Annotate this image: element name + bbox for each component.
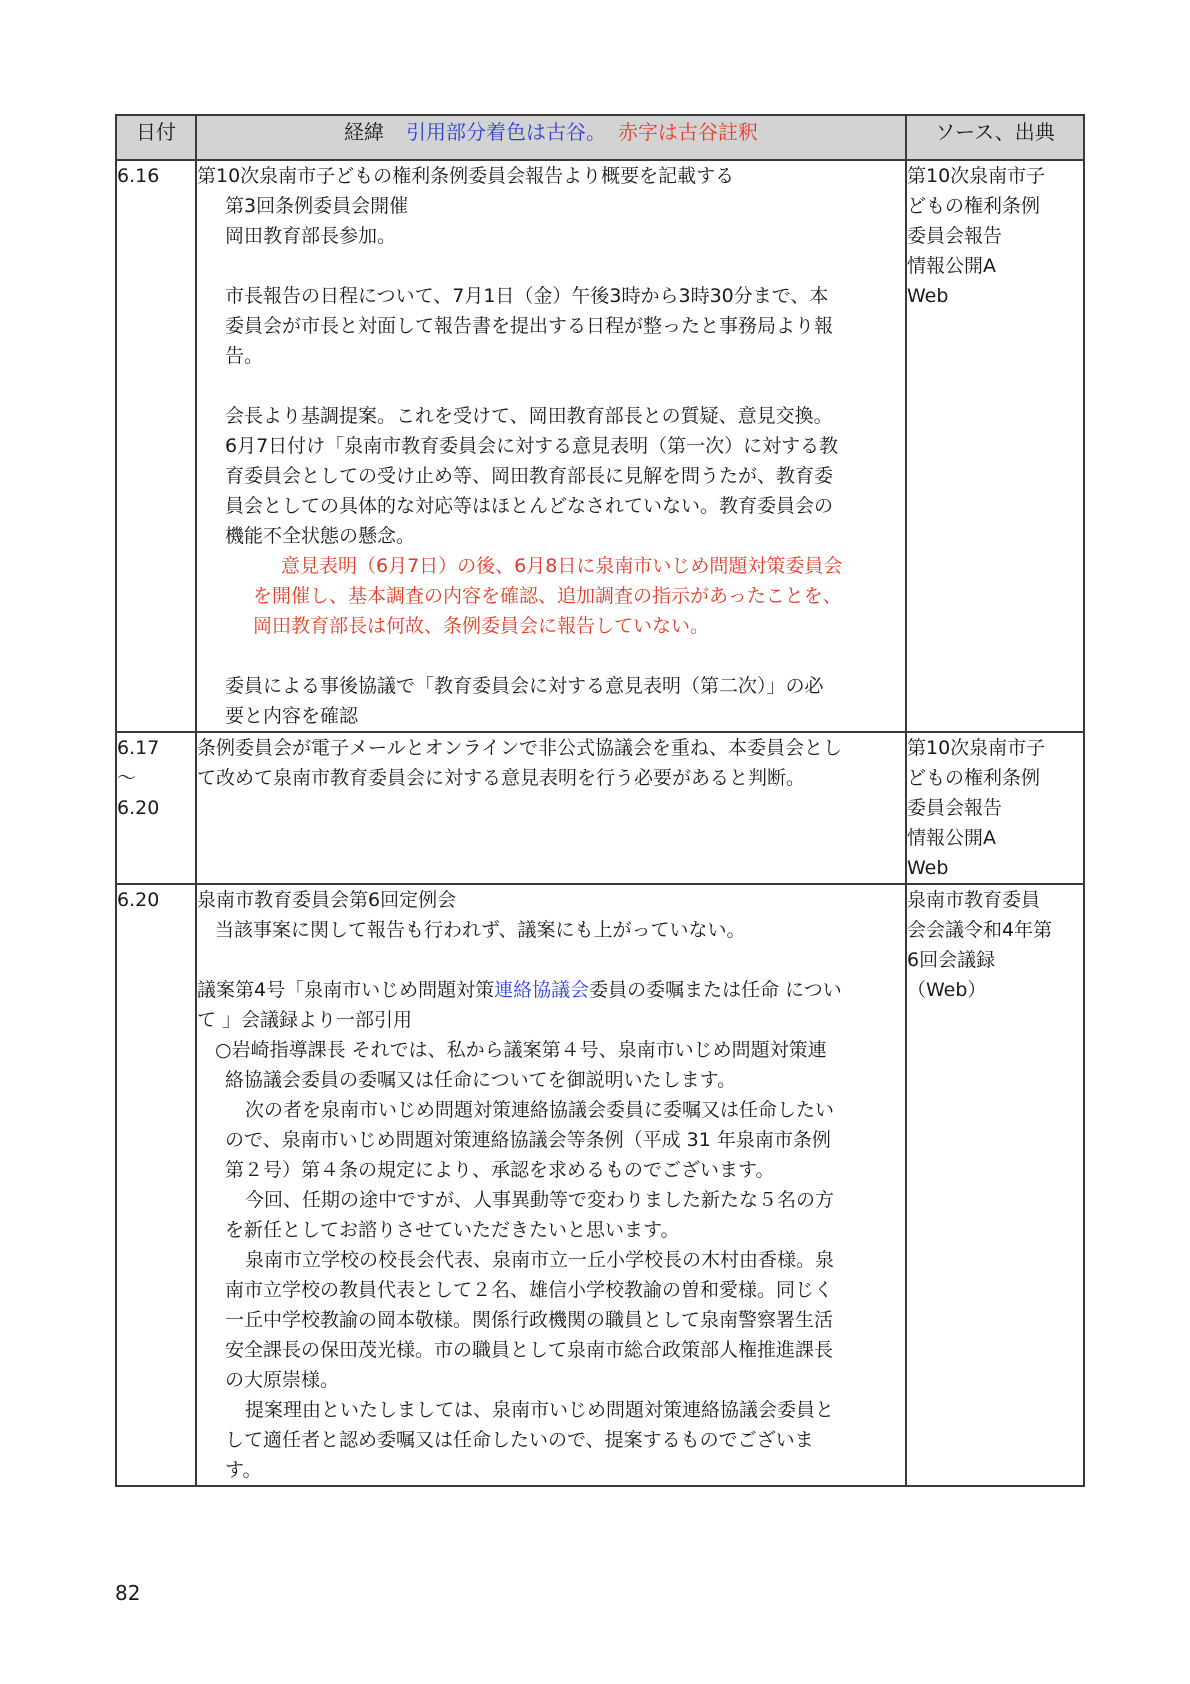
source-cell: [906, 732, 1084, 884]
history-line: [197, 341, 905, 371]
history-text: 6月7日付け「泉南市教育委員会に対する意見表明（第一次）に対する教: [225, 435, 839, 457]
source-line: 委員会報告: [907, 225, 1003, 247]
table-row: [116, 884, 1084, 1486]
history-text: 岡田教育部長参加。: [225, 225, 397, 247]
history-line: [197, 221, 905, 251]
date-cell: [116, 160, 196, 732]
blank-line: [197, 945, 905, 975]
date-line: 6.17: [117, 737, 160, 759]
history-text: 南市立学校の教員代表として２名、雄信小学校教諭の曽和愛様。同じく: [225, 1279, 834, 1301]
source-line: どもの権利条例: [907, 767, 1041, 789]
history-line: [197, 701, 905, 731]
history-line: [197, 1095, 905, 1125]
history-text: ○岩崎指導課長 それでは、私から議案第４号、泉南市いじめ問題対策連: [215, 1039, 827, 1061]
source-line: 会会議令和4年第: [907, 919, 1053, 941]
history-line: [197, 551, 905, 581]
history-text: 会長より基調提案。これを受けて、岡田教育部長との質疑、意見交換。: [225, 405, 833, 427]
history-text: 岡田教育部長は何故、条例委員会に報告していない。: [253, 615, 710, 637]
history-line: [197, 1275, 905, 1305]
history-line: [197, 1395, 905, 1425]
blank-line: [197, 251, 905, 281]
header-note-red: 赤字は古谷註釈: [618, 120, 758, 144]
blank-line: [197, 371, 905, 401]
highlighted-quote: 連絡協議会: [494, 979, 590, 1001]
history-text: 第２号）第４条の規定により、承認を求めるものでございます。: [225, 1159, 775, 1181]
table-header-row: [116, 115, 1084, 160]
history-text: て改めて泉南市教育委員会に対する意見表明を行う必要があると判断。: [197, 767, 806, 789]
history-line: [197, 401, 905, 431]
source-cell: [906, 160, 1084, 732]
source-line: Web: [907, 857, 949, 879]
history-line: [197, 975, 905, 1005]
page-number: 82: [115, 1581, 141, 1605]
header-history-label: 経緯: [344, 120, 384, 144]
history-text: 安全課長の保田茂光様。市の職員として泉南市総合政策部人権推進課長: [225, 1339, 834, 1361]
source-line: （Web）: [907, 979, 987, 1001]
history-text: 告。: [225, 345, 264, 367]
history-text: ので、泉南市いじめ問題対策連絡協議会等条例（平成 31 年泉南市条例: [225, 1129, 831, 1151]
history-text: を開催し、基本調査の内容を確認、追加調査の指示があったことを、: [253, 585, 842, 607]
history-line: [197, 915, 905, 945]
history-line: [197, 1305, 905, 1335]
history-text: 今回、任期の途中ですが、人事異動等で変わりました新たな５名の方: [245, 1189, 835, 1211]
source-line: どもの権利条例: [907, 195, 1041, 217]
source-line: 泉南市教育委員: [907, 889, 1041, 911]
source-line: 情報公開A: [907, 255, 996, 277]
history-line: [197, 1035, 905, 1065]
history-line: [197, 1005, 905, 1035]
history-text: 条例委員会が電子メールとオンラインで非公式協議会を重ね、本委員会とし: [197, 737, 843, 759]
history-text-after: 委員の委嘱または任命 につい: [589, 979, 842, 1001]
blank-line: [197, 641, 905, 671]
history-text: して適任者と認め委嘱又は任命したいので、提案するものでございま: [225, 1429, 814, 1451]
source-line: 委員会報告: [907, 797, 1003, 819]
history-line: [197, 161, 905, 191]
history-text: 委員会が市長と対面して報告書を提出する日程が整ったと事務局より報: [225, 315, 834, 337]
table-row: [116, 160, 1084, 732]
history-text: す。: [225, 1459, 262, 1481]
history-text: の大原崇様。: [225, 1369, 340, 1391]
history-text: 機能不全状態の懸念。: [225, 525, 416, 547]
history-line: [197, 1215, 905, 1245]
history-text: 提案理由といたしましては、泉南市いじめ問題対策連絡協議会委員と: [245, 1399, 835, 1421]
source-line: 第10次泉南市子: [907, 737, 1046, 759]
history-text: 次の者を泉南市いじめ問題対策連絡協議会委員に委嘱又は任命したい: [245, 1099, 835, 1121]
history-line: [197, 1245, 905, 1275]
history-text: 委員による事後協議で「教育委員会に対する意見表明（第二次）」の必: [225, 675, 824, 697]
history-text: 絡協議会委員の委嘱又は任命についてを御説明いたします。: [225, 1069, 737, 1091]
source-line: 6回会議録: [907, 949, 996, 971]
history-text: 員会としての具体的な対応等はほとんどなされていない。教育委員会の: [225, 495, 834, 517]
date-line: 6.20: [117, 889, 160, 911]
history-line: [197, 521, 905, 551]
date-line: 6.16: [117, 165, 160, 187]
history-text: 泉南市立学校の校長会代表、泉南市立一丘小学校長の木村由香様。泉: [245, 1249, 835, 1271]
history-line: [197, 733, 905, 763]
history-line: [197, 1365, 905, 1395]
blank-line: [197, 793, 905, 823]
history-text: 要と内容を確認: [225, 705, 359, 727]
history-text: 第10次泉南市子どもの権利条例委員会報告より概要を記載する: [197, 165, 735, 187]
history-line: [197, 885, 905, 915]
history-text: 当該事案に関して報告も行われず、議案にも上がっていない。: [215, 919, 746, 941]
source-line: Web: [907, 285, 949, 307]
history-cell: [196, 160, 906, 732]
history-line: [197, 491, 905, 521]
chronology-table: [115, 114, 1085, 1487]
history-line: [197, 1065, 905, 1095]
history-line: [197, 281, 905, 311]
source-cell: [906, 884, 1084, 1486]
header-history: [196, 115, 906, 160]
history-text: 市長報告の日程について、7月1日（金）午後3時から3時30分まで、本: [225, 285, 829, 307]
table-row: [116, 732, 1084, 884]
history-line: [197, 431, 905, 461]
history-line: [197, 763, 905, 793]
history-line: [197, 311, 905, 341]
history-text: 議案第4号「泉南市いじめ問題対策: [197, 979, 495, 1001]
date-cell: [116, 884, 196, 1486]
history-line: [197, 1125, 905, 1155]
history-line: [197, 191, 905, 221]
date-line: 〜: [117, 767, 137, 789]
history-cell: [196, 732, 906, 884]
history-line: [197, 1335, 905, 1365]
history-text: 泉南市教育委員会第6回定例会: [197, 889, 457, 911]
history-line: [197, 1155, 905, 1185]
source-line: 情報公開A: [907, 827, 996, 849]
table-body: [116, 160, 1084, 1486]
history-line: [197, 1455, 905, 1485]
history-cell: [196, 884, 906, 1486]
history-line: [197, 611, 905, 641]
history-line: [197, 581, 905, 611]
source-line: 第10次泉南市子: [907, 165, 1046, 187]
history-line: [197, 671, 905, 701]
history-line: [197, 1425, 905, 1455]
history-line: [197, 461, 905, 491]
date-line: 6.20: [117, 797, 160, 819]
history-text: を新任としてお諮りさせていただきたいと思います。: [225, 1219, 680, 1241]
header-source: ソース、出典: [906, 115, 1084, 160]
history-text: 第3回条例委員会開催: [225, 195, 409, 217]
history-text: て 」会議録より一部引用: [197, 1009, 413, 1031]
date-cell: [116, 732, 196, 884]
history-line: [197, 1185, 905, 1215]
history-text: 意見表明（6月7日）の後、6月8日に泉南市いじめ問題対策委員会: [281, 555, 843, 577]
header-date: 日付: [116, 115, 196, 160]
history-text: 一丘中学校教諭の岡本敬様。関係行政機関の職員として泉南警察署生活: [225, 1309, 834, 1331]
header-note-blue: 引用部分着色は古谷。: [406, 120, 606, 144]
history-text: 育委員会としての受け止め等、岡田教育部長に見解を問うたが、教育委: [225, 465, 834, 487]
